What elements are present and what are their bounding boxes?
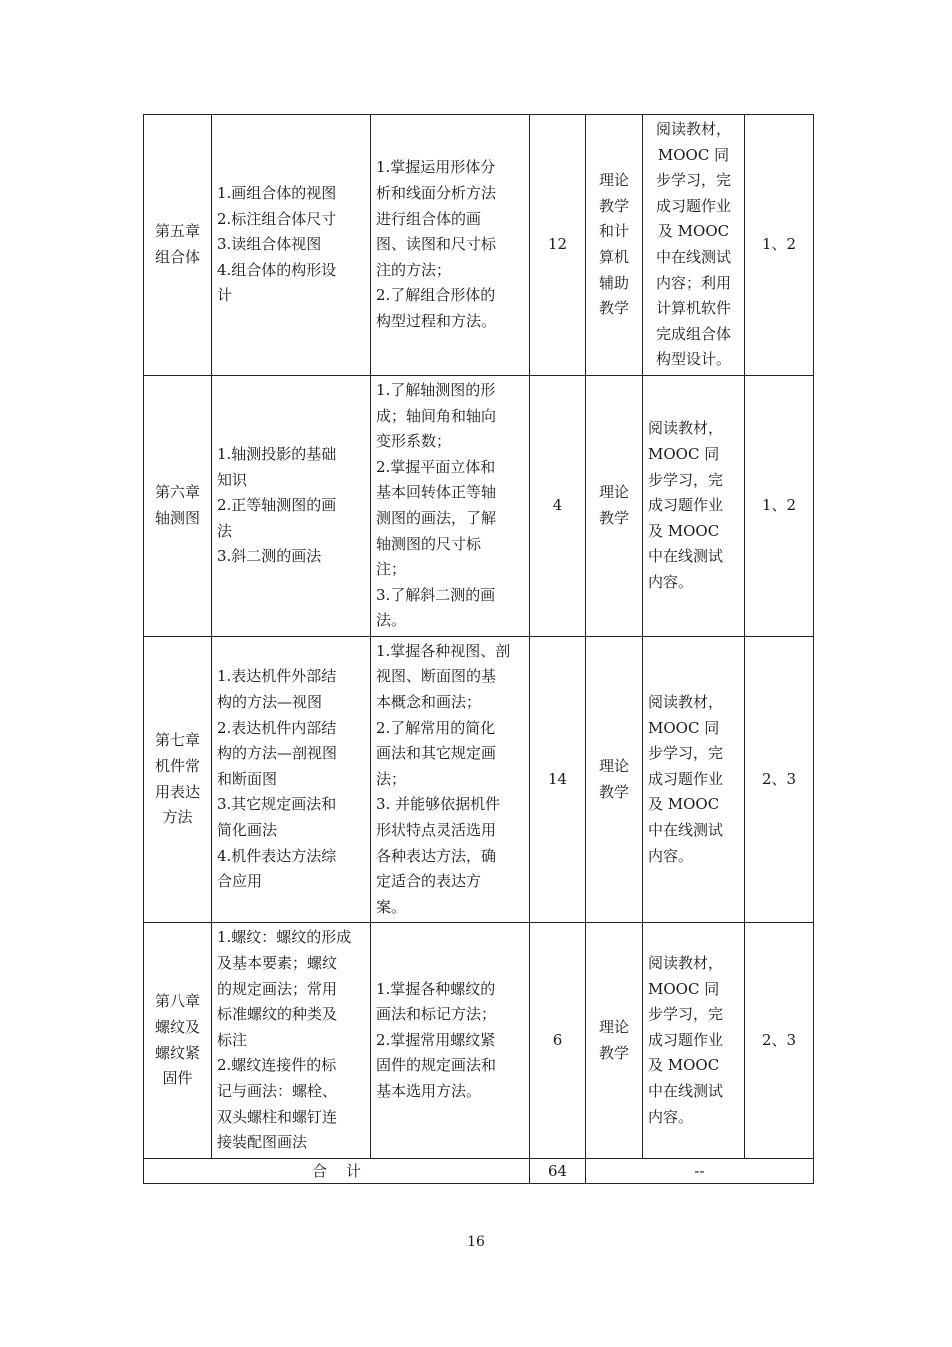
table-row <box>144 636 814 923</box>
cell-line: 合应用 <box>217 872 263 891</box>
cell-line: 及 MOOC <box>648 1056 720 1075</box>
cell-line: 注； <box>376 560 407 579</box>
cell-line: 2.掌握常用螺纹紧 <box>376 1030 496 1049</box>
cell-line: 的规定画法；常用 <box>217 979 338 998</box>
cell-line: 进行组合体的画 <box>376 209 482 228</box>
cell-line: 3.其它规定画法和 <box>217 795 337 814</box>
goals-cell: 1、2 <box>745 375 814 636</box>
cell-line: 螺纹及 <box>154 1017 200 1036</box>
cell-line: 教学 <box>598 196 629 215</box>
requirements-cell <box>643 923 745 1158</box>
cell-line: 2.标注组合体尺寸 <box>217 209 337 228</box>
table-row <box>144 375 814 636</box>
total-rest: -- <box>586 1158 814 1183</box>
cell-line: 螺纹紧 <box>154 1043 200 1062</box>
cell-line: 构型过程和方法。 <box>376 311 497 330</box>
requirements-cell <box>643 636 745 923</box>
cell-line: 各种表达方法，确 <box>376 846 497 865</box>
cell-line: 2.螺纹连接件的标 <box>217 1056 337 1075</box>
cell-line: 成；轴间角和轴向 <box>376 406 497 425</box>
cell-line: 2.了解常用的简化 <box>376 718 496 737</box>
table-row <box>144 923 814 1158</box>
cell-line: MOOC 同 <box>648 979 720 998</box>
cell-line: 内容。 <box>648 1107 694 1126</box>
total-row <box>144 1158 814 1183</box>
cell-line: 视图、断面图的基 <box>376 667 497 686</box>
cell-line: 完成组合体 <box>655 324 731 343</box>
cell-line: 第六章 <box>154 483 200 502</box>
cell-line: 和计 <box>598 222 629 241</box>
requirements-cell <box>643 375 745 636</box>
cell-line: 3.读组合体视图 <box>217 235 322 254</box>
table-row <box>144 115 814 376</box>
cell-line: 第七章 <box>154 731 200 750</box>
cell-line: 画法和标记方法； <box>376 1005 497 1024</box>
page-number: 16 <box>467 1234 485 1250</box>
cell-line: 基本选用方法。 <box>376 1081 482 1100</box>
cell-line: 2.掌握平面立体和 <box>376 457 496 476</box>
cell-line: 2.了解组合形体的 <box>376 286 496 305</box>
objectives-cell <box>371 375 530 636</box>
total-hours: 64 <box>530 1158 586 1183</box>
cell-line: 理论 <box>598 483 629 502</box>
cell-line: 1.螺纹：螺纹的形成 <box>217 928 352 947</box>
cell-line: 法； <box>376 769 407 788</box>
hours-cell: 12 <box>530 115 586 376</box>
cell-line: 用表达 <box>154 782 200 801</box>
cell-line: 定适合的表达方 <box>376 872 482 891</box>
cell-line: 标准螺纹的种类及 <box>217 1005 338 1024</box>
cell-line: 注的方法； <box>376 260 452 279</box>
cell-line: 1.掌握各种螺纹的 <box>376 979 496 998</box>
cell-line: 轴测图的尺寸标 <box>376 534 482 553</box>
cell-line: 和断面图 <box>217 769 278 788</box>
cell-line: 双头螺柱和螺钉连 <box>217 1107 338 1126</box>
content-cell <box>212 115 371 376</box>
method-cell <box>586 636 643 923</box>
cell-line: 中在线测试 <box>648 547 724 566</box>
chapter-cell <box>144 636 212 923</box>
cell-line: 教学 <box>598 299 629 318</box>
cell-line: 简化画法 <box>217 821 278 840</box>
cell-line: 理论 <box>598 1017 629 1036</box>
cell-line: 阅读教材， <box>655 120 731 138</box>
cell-line: 构的方法—视图 <box>217 693 323 712</box>
cell-line: 基本回转体正等轴 <box>376 483 497 502</box>
chapter-cell <box>144 375 212 636</box>
cell-line: MOOC 同 <box>648 718 720 737</box>
hours-cell: 6 <box>530 923 586 1158</box>
hours-cell: 14 <box>530 636 586 923</box>
cell-line: 成习题作业 <box>648 1030 724 1049</box>
cell-line: 构的方法—剖视图 <box>217 744 338 763</box>
cell-line: 计 <box>217 286 233 305</box>
cell-line: 法。 <box>376 611 407 630</box>
method-cell <box>586 375 643 636</box>
cell-line: 教学 <box>598 782 629 801</box>
cell-line: 及基本要素；螺纹 <box>217 954 338 972</box>
cell-line: 内容；利用 <box>655 273 731 292</box>
objectives-cell <box>371 636 530 923</box>
cell-line: 2.表达机件内部结 <box>217 718 337 737</box>
content-cell <box>212 375 371 636</box>
cell-line: 步学习，完 <box>648 470 724 489</box>
requirements-cell <box>643 115 745 376</box>
cell-line: 1.轴测投影的基础 <box>217 444 337 463</box>
cell-line: 知识 <box>217 470 248 489</box>
method-cell <box>586 115 643 376</box>
cell-line: 及 MOOC <box>648 521 720 540</box>
goals-cell: 1、2 <box>745 115 814 376</box>
cell-line: 轴测图 <box>154 508 200 527</box>
cell-line: 接装配图画法 <box>217 1133 308 1152</box>
goals-cell: 2、3 <box>745 923 814 1158</box>
cell-line: 步学习，完 <box>648 1005 724 1024</box>
cell-line: 1.了解轴测图的形 <box>376 380 496 399</box>
cell-line: 画法和其它规定画 <box>376 744 497 763</box>
cell-line: 组合体 <box>154 247 200 266</box>
cell-line: 图、读图和尺寸标 <box>376 235 497 254</box>
cell-line: 析和线面分析方法 <box>376 183 497 202</box>
cell-line: 教学 <box>598 508 629 527</box>
cell-line: 理论 <box>598 757 629 776</box>
cell-line: 及 MOOC <box>657 222 730 241</box>
content-cell <box>212 636 371 923</box>
cell-line: MOOC 同 <box>648 444 720 463</box>
cell-line: 算机 <box>598 247 629 266</box>
cell-line: 1.表达机件外部结 <box>217 667 337 686</box>
cell-line: 辅助 <box>598 273 629 292</box>
chapter-cell <box>144 115 212 376</box>
cell-line: 及 MOOC <box>648 795 720 814</box>
cell-line: 计算机软件 <box>655 299 731 318</box>
cell-line: 形状特点灵活选用 <box>376 821 497 840</box>
syllabus-table <box>143 114 814 1184</box>
cell-line: 1.画组合体的视图 <box>217 183 337 202</box>
cell-line: 标注 <box>217 1030 248 1049</box>
cell-line: 测图的画法，了解 <box>376 508 497 527</box>
cell-line: 中在线测试 <box>648 821 724 840</box>
cell-line: 中在线测试 <box>648 1081 724 1100</box>
method-cell <box>586 923 643 1158</box>
hours-cell: 4 <box>530 375 586 636</box>
cell-line: 步学习，完 <box>655 171 731 190</box>
cell-line: 1.掌握运用形体分 <box>376 158 496 177</box>
cell-line: 理论 <box>598 171 629 190</box>
cell-line: 变形系数； <box>376 432 452 451</box>
cell-line: 3.了解斜二测的画 <box>376 585 496 604</box>
cell-line: 成习题作业 <box>655 196 731 215</box>
cell-line: 成习题作业 <box>648 496 724 515</box>
cell-line: 中在线测试 <box>655 247 731 266</box>
cell-line: 1.掌握各种视图、剖 <box>376 641 511 660</box>
objectives-cell <box>371 923 530 1158</box>
cell-line: 记与画法：螺栓、 <box>217 1081 338 1100</box>
cell-line: 教学 <box>598 1043 629 1062</box>
cell-line: 构型设计。 <box>655 350 731 369</box>
cell-line: 3.斜二测的画法 <box>217 547 322 566</box>
objectives-cell <box>371 115 530 376</box>
cell-line: 第五章 <box>154 222 200 241</box>
cell-line: 阅读教材， <box>648 954 724 972</box>
cell-line: 3. 并能够依据机件 <box>376 795 501 814</box>
cell-line: 内容。 <box>648 846 694 865</box>
cell-line: 第八章 <box>154 992 200 1011</box>
cell-line: 4.组合体的构形设 <box>217 260 337 279</box>
chapter-cell <box>144 923 212 1158</box>
cell-line: 阅读教材， <box>648 693 724 712</box>
goals-cell: 2、3 <box>745 636 814 923</box>
cell-line: MOOC 同 <box>657 145 730 164</box>
cell-line: 步学习，完 <box>648 744 724 763</box>
cell-line: 固件 <box>162 1069 193 1088</box>
cell-line: 案。 <box>376 897 407 916</box>
cell-line: 4.机件表达方法综 <box>217 846 337 865</box>
cell-line: 方法 <box>162 808 193 827</box>
content-cell <box>212 923 371 1158</box>
cell-line: 本概念和画法； <box>376 693 482 712</box>
cell-line: 内容。 <box>648 572 694 591</box>
cell-line: 2.正等轴测图的画 <box>217 496 337 515</box>
cell-line: 法 <box>217 521 233 540</box>
total-label: 合 计 <box>144 1158 530 1183</box>
cell-line: 成习题作业 <box>648 769 724 788</box>
cell-line: 阅读教材， <box>648 419 724 438</box>
cell-line: 固件的规定画法和 <box>376 1056 497 1075</box>
cell-line: 机件常 <box>154 757 200 776</box>
